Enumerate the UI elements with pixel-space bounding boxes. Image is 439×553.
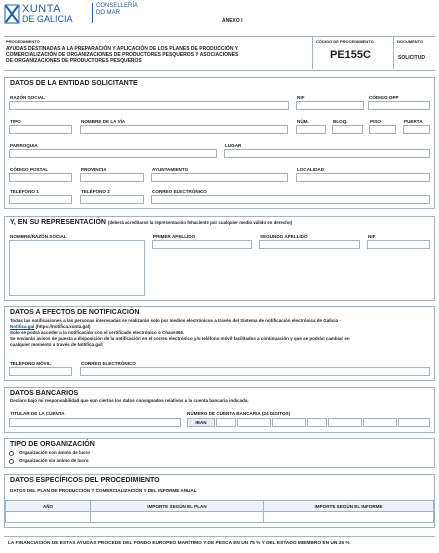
anio-cell-input[interactable] (6, 512, 91, 523)
entidad-input[interactable] (237, 418, 271, 427)
segundo-apellido-input[interactable] (259, 240, 360, 249)
label-codigo-opp: CÓDIGO OPP (369, 95, 399, 100)
tipo-input[interactable] (9, 125, 72, 134)
xunta-logo-icon (4, 4, 20, 24)
notifica-url: (https://notifica.xunta.gal) (35, 324, 91, 329)
razon-social-input[interactable] (9, 101, 289, 110)
notificacion-line4: Se enviarán avisos de puesta a disposición de la notificación en el correo electrónico y/o teléfono móvil facilitados a continuación y que se podrán cambiar en (10, 336, 350, 341)
procedure-title-3: DE ORGANIZACIONES DE PRODUCTORES PESQUEROS (6, 58, 142, 64)
label-razon-social: RAZÓN SOCIAL (10, 95, 45, 100)
plan-table (5, 500, 434, 523)
informe-cell-input[interactable] (264, 512, 434, 523)
label-rep-nif: NIF (368, 234, 376, 239)
anexo-label: ANEXO I (222, 18, 243, 24)
label-puerta: PUERTA (404, 119, 423, 124)
cuenta1-input[interactable] (328, 418, 362, 427)
con-animo-label: Organización con ánimo de lucro (19, 450, 91, 455)
notificacion-line1: Todas las notificaciones a las personas interesadas se realizarán solo por medios electrónicos a través del Sistema de notificación electrónica de Galicia - (10, 318, 341, 323)
col-informe: IMPORTE SEGÚN EL INFORME (264, 501, 434, 512)
representacion-subtitle: (deberá acreditarse la representación fehaciente por cualquier medio válido en derecho) (107, 220, 293, 225)
con-animo-radio[interactable] (9, 451, 14, 456)
label-segundo-apellido: SEGUNDO APELLIDO (260, 234, 308, 239)
bloq-input[interactable] (332, 125, 363, 134)
rep-nif-input[interactable] (367, 240, 430, 249)
notificacion-line3: Solo se podrá acceder a la notificación con el certificado electrónico o Chave365. (10, 330, 185, 335)
sin-animo-label: Organización sin ánimo de lucro (19, 458, 89, 463)
label-notif-correo: CORREO ELECTRÓNICO (81, 361, 136, 366)
col-anio: AÑO (6, 501, 91, 512)
titular-input[interactable] (9, 418, 181, 427)
organizacion-title: TIPO DE ORGANIZACIÓN (10, 441, 95, 448)
telefono2-input[interactable] (80, 195, 144, 204)
table-row (6, 512, 434, 523)
telefono1-input[interactable] (9, 195, 72, 204)
label-numero-cuenta: NÚMERO DE CUENTA BANCARIA (24 DÍGITOS) (187, 411, 291, 416)
num-input[interactable] (296, 125, 326, 134)
piso-input[interactable] (369, 125, 396, 134)
logo-xunta: XUNTA (22, 3, 61, 15)
oficina-input[interactable] (272, 418, 306, 427)
code-value: PE155C (330, 49, 371, 61)
label-ayuntamiento: AYUNTAMIENTO (152, 167, 189, 172)
iban-check-input[interactable] (216, 418, 236, 427)
puerta-input[interactable] (403, 125, 430, 134)
correo-input[interactable] (151, 195, 430, 204)
codigo-opp-input[interactable] (368, 101, 430, 110)
localidad-input[interactable] (296, 173, 430, 182)
bancarios-title: DATOS BANCARIOS (10, 390, 79, 397)
footer-divider (4, 536, 435, 537)
label-provincia: PROVINCIA (81, 167, 107, 172)
label-titular: TITULAR DE LA CUENTA (10, 411, 65, 416)
code-label: CÓDIGO DE PROCEDIMIENTO (316, 39, 374, 44)
plan-table-header (6, 501, 434, 512)
document-value: SOLICITUD (398, 55, 425, 61)
document-label: DOCUMENTO (397, 39, 424, 44)
notif-correo-input[interactable] (80, 367, 430, 376)
label-bloq: BLOQ. (333, 119, 348, 124)
label-tipo: TIPO (10, 119, 21, 124)
cuenta2-input[interactable] (363, 418, 397, 427)
provincia-input[interactable] (80, 173, 144, 182)
logo-divider (92, 3, 93, 23)
especificos-subtitle: DATOS DEL PLAN DE PRODUCCIÓN Y COMERCIALIZACIÓN Y DEL INFORME ANUAL (10, 488, 197, 493)
label-parroquia: PARROQUIA (10, 143, 38, 148)
label-telefono1: TELÉFONO 1 (10, 189, 39, 194)
label-num: NÚM. (297, 119, 309, 124)
solicitante-title: DATOS DE LA ENTIDAD SOLICITANTE (10, 80, 138, 87)
label-correo: CORREO ELECTRÓNICO (152, 189, 207, 194)
sin-animo-radio[interactable] (9, 459, 14, 464)
representacion-title-text: Y, EN SU REPRESENTACIÓN (10, 219, 106, 226)
procedure-title-2: COMERCIALIZACIÓN DE ORGANIZACIONES DE PRODUCTORES PESQUEROS Y ASOCIACIONES (6, 52, 239, 58)
logo-galicia: DE GALICIA (22, 14, 73, 24)
nombre-via-input[interactable] (80, 125, 288, 134)
iban-label: IBAN (195, 420, 207, 425)
lugar-input[interactable] (224, 149, 430, 158)
rep-nombre-input[interactable] (9, 240, 145, 296)
procedure-label: PROCEDIMIENTO (6, 39, 40, 44)
notificacion-title: DATOS A EFECTOS DE NOTIFICACIÓN (10, 309, 140, 316)
dept-line2: DO MAR (96, 10, 120, 16)
dept-line1: CONSELLERÍA (96, 3, 139, 9)
especificos-title: DATOS ESPECÍFICOS DEL PROCEDIMIENTO (10, 477, 160, 484)
notifica-link[interactable]: Notifica.gal (10, 324, 35, 329)
label-codigo-postal: CÓDIGO POSTAL (10, 167, 49, 172)
label-lugar: LUGAR (225, 143, 242, 148)
cuenta3-input[interactable] (398, 418, 430, 427)
label-telefono-movil: TELÉFONO MÓVIL (10, 361, 51, 366)
bancarios-declaro: Declaro bajo mi responsabilidad que son ciertos los datos consignados relativos a la cuenta bancaria indicada. (10, 398, 249, 403)
label-telefono2: TELÉFONO 2 (81, 189, 110, 194)
label-piso: PISO (370, 119, 381, 124)
parroquia-input[interactable] (9, 149, 217, 158)
label-nombre-via: NOMBRE DE LA VÍA (81, 119, 126, 124)
nif-input[interactable] (296, 101, 364, 110)
procedure-title-1: AYUDAS DESTINADAS A LA PREPARACIÓN Y APLICACIÓN DE LOS PLANES DE PRODUCCIÓN Y (6, 46, 239, 52)
label-primer-apellido: PRIMER APELLIDO (153, 234, 196, 239)
footer-text: LA FINANCIACIÓN DE ESTAS AYUDAS PROCEDE DEL FONDO EUROPEO MARÍTIMO Y DE PESCA EN UN 75 % Y DEL ESTADO MIEMBRO EN UN 25 % (8, 541, 350, 546)
codigo-postal-input[interactable] (9, 173, 72, 182)
ayuntamiento-input[interactable] (151, 173, 288, 182)
label-rep-nombre: NOMBRE/RAZÓN SOCIAL (10, 234, 67, 239)
telefono-movil-input[interactable] (9, 367, 72, 376)
representacion-title (10, 219, 292, 226)
dc-input[interactable] (307, 418, 327, 427)
label-nif: NIF (297, 95, 305, 100)
col-plan: IMPORTE SEGÚN EL PLAN (91, 501, 264, 512)
plan-cell-input[interactable] (91, 512, 264, 523)
iban-prefix (187, 418, 215, 427)
label-localidad: LOCALIDAD (297, 167, 325, 172)
primer-apellido-input[interactable] (152, 240, 252, 249)
notificacion-line5: cualquier momento a través de Notifica.gal: (10, 342, 104, 347)
